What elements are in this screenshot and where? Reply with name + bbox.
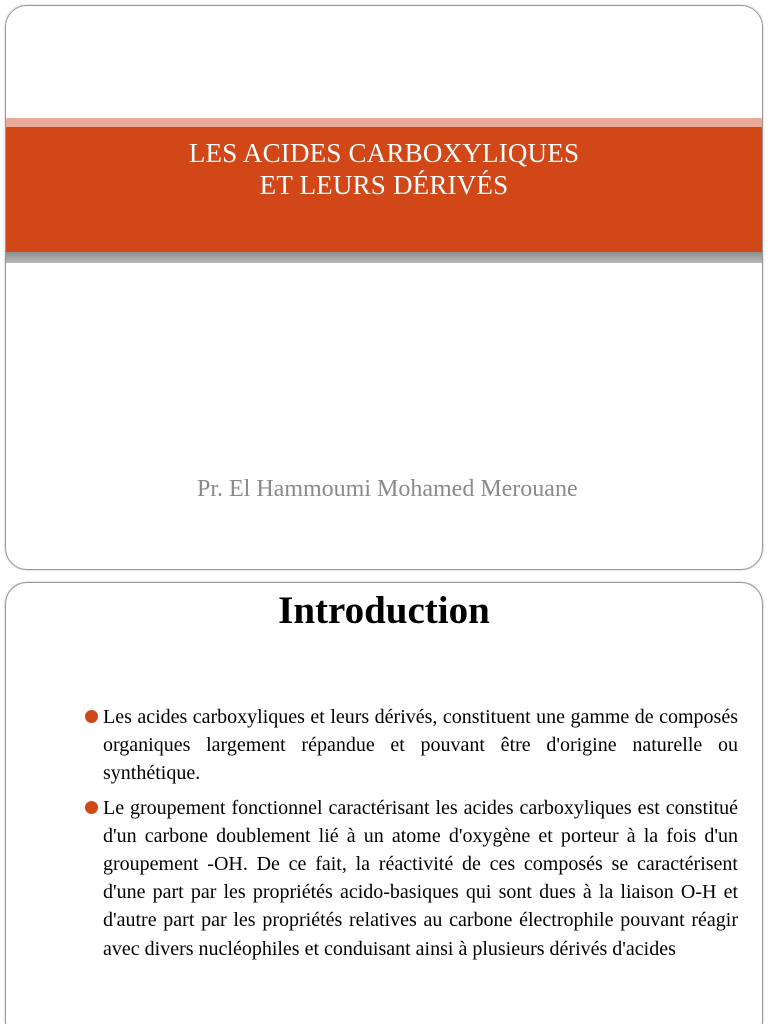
section-title: Introduction [278,589,490,632]
circle-bullet-icon [85,710,98,723]
circle-bullet-icon [85,801,98,814]
introduction-slide [5,582,763,1024]
bullet-text-2: Le groupement fonctionnel caractérisant les acides carboxyliques est constitué d'un carbone doublement lié à un atome d'oxygène et porteur à la fois d'un groupement -OH. De ce fait, la réactivité de ces composés se caractérisent d'une part par les propriétés acido-basiques qui sont dues à la liaison O-H et d'autre part par les propriétés relatives au carbone électrophile pouvant réagir avec divers nucléophiles et conduisant ainsi à plusieurs dérivés d'acides [103,796,738,960]
slide-title-line-2: ET LEURS DÉRIVÉS [259,170,509,200]
title-band-shadow [6,252,762,263]
list-item [84,794,738,963]
slide-title-line-1: LES ACIDES CARBOXYLIQUES [188,138,580,168]
bullet-text-1: Les acides carboxyliques et leurs dérivés, constituent une gamme de composés organiques largement répandue et pouvant être d'origine naturelle ou synthétique. [103,706,738,785]
slide-title [6,137,762,201]
bullet-list [84,703,738,969]
list-item [84,703,738,788]
title-band-highlight [6,118,762,127]
title-slide [5,5,763,570]
author-name: Pr. El Hammoumi Mohamed Merouane [197,476,578,502]
